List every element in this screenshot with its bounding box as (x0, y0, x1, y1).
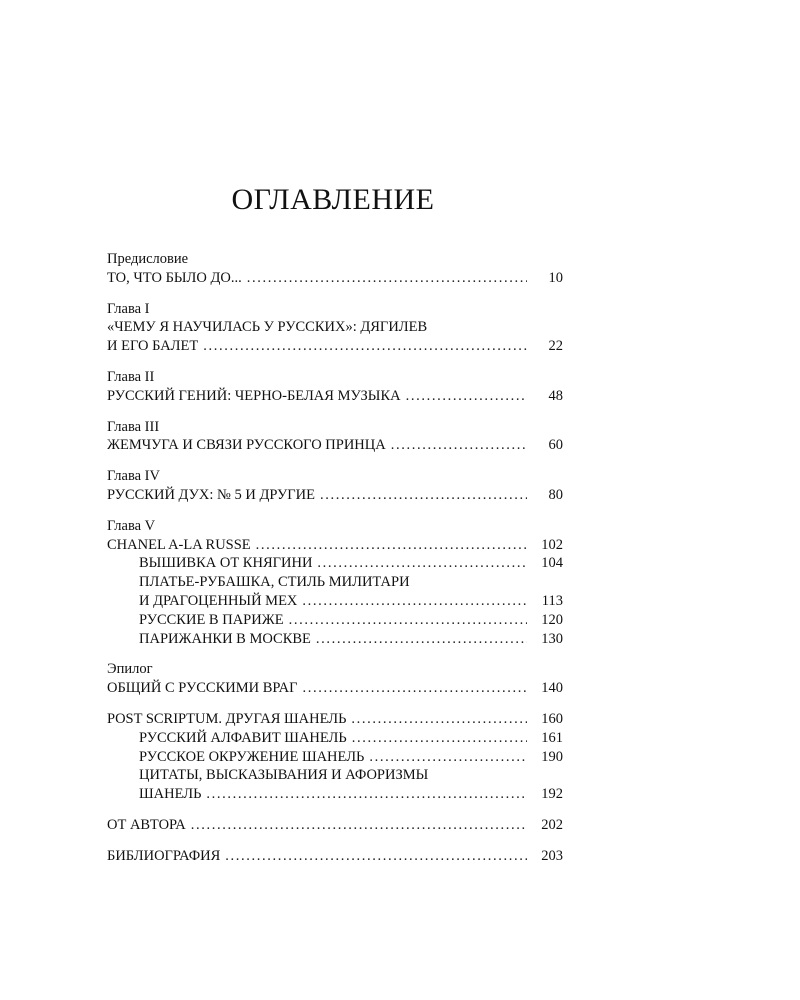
toc-entry[interactable] (107, 847, 563, 866)
toc-section (107, 368, 563, 406)
toc-entry[interactable] (107, 729, 563, 748)
toc-entry-page-number: 102 (541, 536, 563, 553)
toc-entry-page-number: 120 (541, 611, 563, 628)
toc-entry[interactable] (107, 611, 563, 630)
toc-entry-title: ОТ АВТОРА (107, 816, 186, 833)
toc-entry-page-number: 160 (541, 710, 563, 727)
toc-entry[interactable] (107, 710, 563, 729)
dot-leader (256, 536, 527, 555)
toc-entry-title: POST SCRIPTUM. ДРУГАЯ ШАНЕЛЬ (107, 710, 347, 727)
toc-entry[interactable] (107, 592, 563, 611)
toc-entry-title: РУССКИЙ ГЕНИЙ: ЧЕРНО-БЕЛАЯ МУЗЫКА (107, 387, 401, 404)
toc-section (107, 517, 563, 649)
toc-entry-title: ПАРИЖАНКИ В МОСКВЕ (139, 630, 311, 647)
toc-entry-page-number: 202 (541, 816, 563, 833)
toc-section (107, 660, 563, 698)
toc-entry[interactable] (107, 387, 563, 406)
toc-section-heading: Глава II (107, 368, 155, 385)
toc-entry[interactable] (107, 785, 563, 804)
toc-entry-title: РУССКИЙ АЛФАВИТ ШАНЕЛЬ (139, 729, 347, 746)
toc-entry[interactable] (107, 337, 563, 356)
toc-entry[interactable] (107, 816, 563, 835)
toc-section (107, 710, 563, 804)
toc-entry-title: БИБЛИОГРАФИЯ (107, 847, 221, 864)
toc-section-heading: Глава IV (107, 468, 160, 485)
dot-leader (225, 847, 527, 866)
toc-entry-title: ЖЕМЧУГА И СВЯЗИ РУССКОГО ПРИНЦА (107, 437, 386, 454)
dot-leader (391, 436, 527, 455)
toc-entry-title: И ДРАГОЦЕННЫЙ МЕХ (139, 592, 298, 609)
toc-entry[interactable] (107, 269, 563, 288)
toc-entry-title-line: ПЛАТЬЕ-РУБАШКА, СТИЛЬ МИЛИТАРИ (139, 574, 410, 591)
dot-leader (406, 387, 527, 406)
dot-leader (206, 785, 527, 804)
dot-leader (203, 337, 527, 356)
toc-entry[interactable] (107, 748, 563, 767)
toc-entry-title: ВЫШИВКА ОТ КНЯГИНИ (139, 555, 313, 572)
toc-entry[interactable] (107, 536, 563, 555)
dot-leader (320, 486, 527, 505)
toc-entry-page-number: 140 (541, 680, 563, 697)
toc-entry-title: РУССКИЕ В ПАРИЖЕ (139, 611, 284, 628)
dot-leader (369, 748, 527, 767)
toc-entry-title-line: «ЧЕМУ Я НАУЧИЛАСЬ У РУССКИХ»: ДЯГИЛЕВ (107, 319, 428, 336)
toc-section-heading: Предисловие (107, 251, 189, 267)
dot-leader (317, 554, 527, 573)
dot-leader (191, 816, 527, 835)
dot-leader (302, 679, 527, 698)
toc-entry-page-number: 22 (548, 338, 563, 355)
toc-entry-page-number: 80 (548, 486, 563, 503)
toc-section (107, 816, 563, 835)
toc-entry-title: ОБЩИЙ С РУССКИМИ ВРАГ (107, 680, 298, 697)
toc-entry[interactable] (107, 679, 563, 698)
toc-entry-page-number: 203 (541, 847, 563, 864)
table-of-contents (107, 250, 563, 878)
dot-leader (302, 592, 527, 611)
toc-section (107, 250, 563, 288)
dot-leader (316, 630, 527, 649)
dot-leader (352, 729, 527, 748)
toc-section (107, 418, 563, 456)
toc-entry-title: И ЕГО БАЛЕТ (107, 338, 199, 355)
toc-entry[interactable] (107, 554, 563, 573)
toc-section-heading: Глава III (107, 418, 160, 435)
toc-entry-page-number: 104 (541, 555, 563, 572)
toc-entry-page-number: 48 (548, 387, 563, 404)
dot-leader (247, 269, 527, 288)
toc-entry-page-number: 113 (541, 592, 563, 609)
toc-entry-title: РУССКИЙ ДУХ: № 5 И ДРУГИЕ (107, 486, 316, 503)
toc-entry-page-number: 10 (548, 269, 563, 286)
toc-entry-page-number: 192 (541, 786, 563, 803)
toc-entry-page-number: 130 (541, 630, 563, 647)
toc-section (107, 300, 563, 356)
toc-entry-title: ШАНЕЛЬ (139, 786, 202, 803)
toc-section (107, 467, 563, 505)
toc-entry-title: ТО, ЧТО БЫЛО ДО... (107, 269, 242, 286)
toc-section (107, 847, 563, 866)
toc-entry[interactable] (107, 630, 563, 649)
toc-entry[interactable] (107, 436, 563, 455)
page-title: ОГЛАВЛЕНИЕ (231, 183, 435, 216)
toc-section-heading: Глава I (107, 300, 150, 317)
toc-entry-title-line: ЦИТАТЫ, ВЫСКАЗЫВАНИЯ И АФОРИЗМЫ (139, 767, 429, 784)
toc-entry-page-number: 60 (548, 437, 563, 454)
toc-entry-title: РУССКОЕ ОКРУЖЕНИЕ ШАНЕЛЬ (139, 748, 365, 765)
toc-section-heading: Эпилог (107, 661, 153, 678)
toc-entry[interactable] (107, 486, 563, 505)
toc-entry-page-number: 190 (541, 748, 563, 765)
dot-leader (289, 611, 527, 630)
toc-section-heading: Глава V (107, 517, 156, 534)
toc-entry-page-number: 161 (541, 729, 563, 746)
dot-leader (351, 710, 527, 729)
toc-entry-title: CHANEL A-LA RUSSE (107, 536, 251, 553)
